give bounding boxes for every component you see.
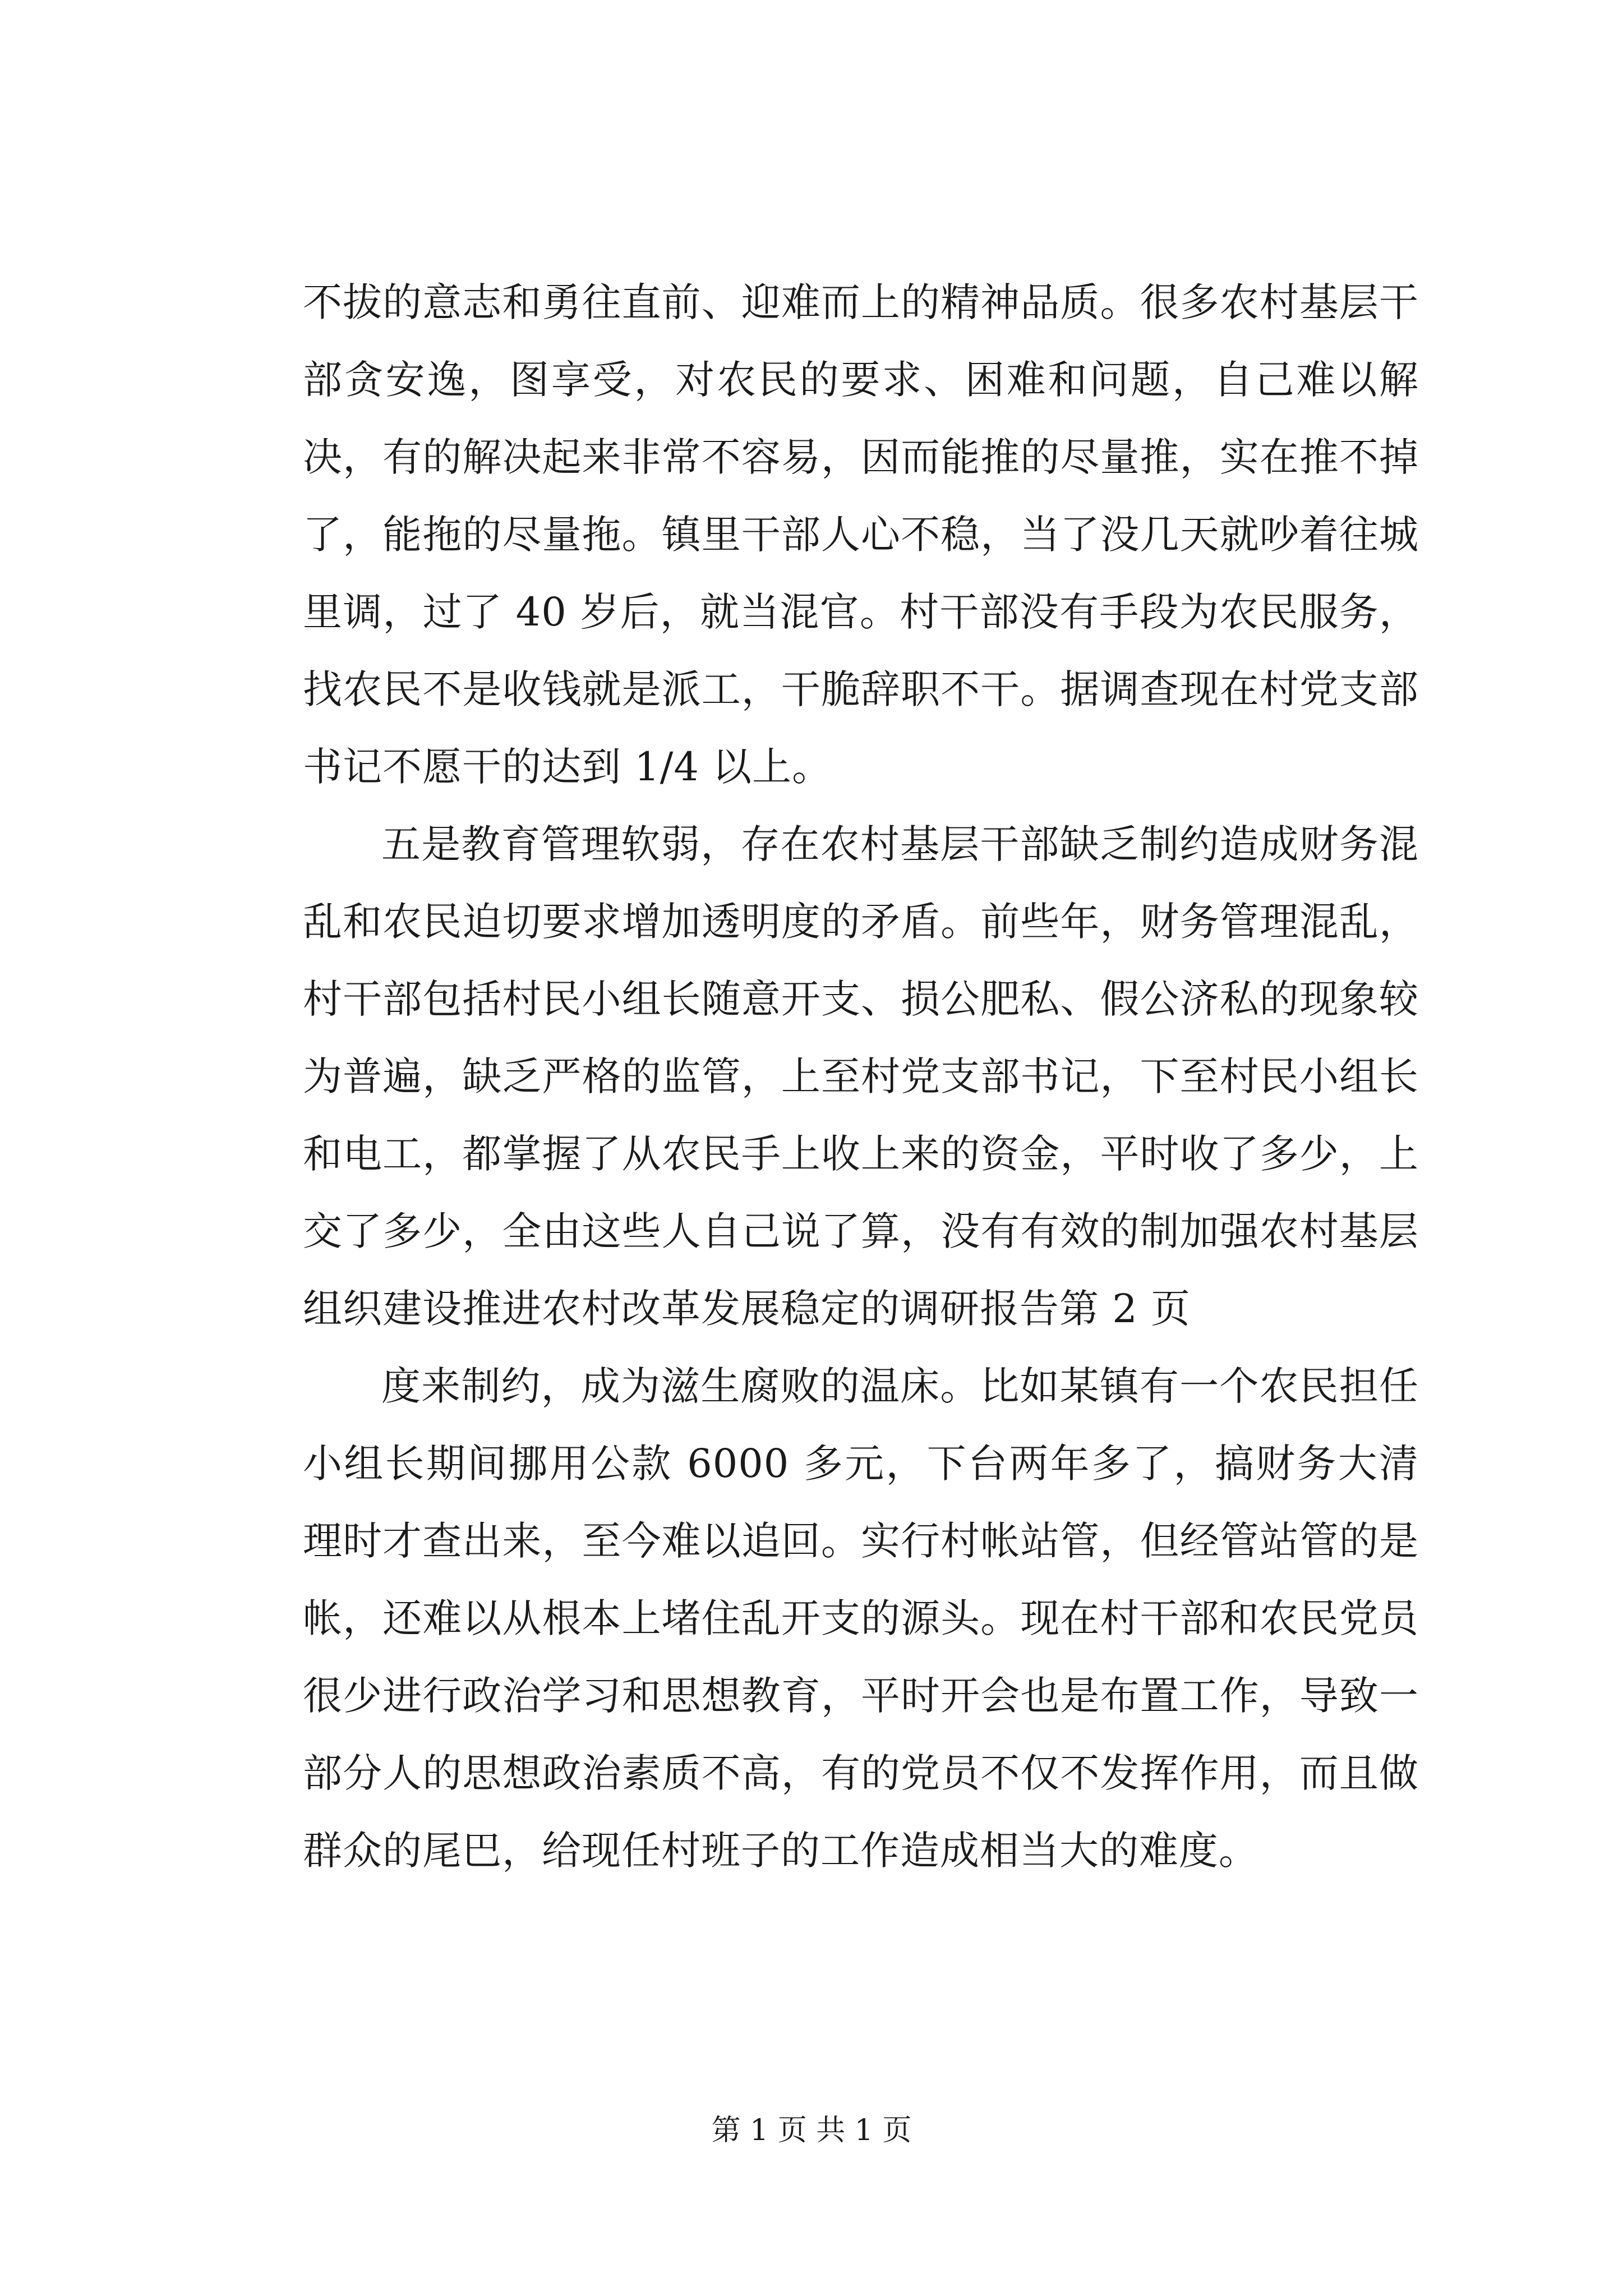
page-footer: 第 1 页 共 1 页 — [711, 2114, 912, 2147]
paragraph-1: 不拔的意志和勇往直前、迎难而上的精神品质。很多农村基层干部贪安逸，图享受，对农民的要求、困难和问题，自己难以解决，有的解决起来非常不容易，因而能推的尽量推，实在推不掉了，能拖的尽量拖。镇里干部人心不稳，当了没几天就吵着往城里调，过了 40 岁后，就当混官。村干部没有手段为农民服务，找农民不是收钱就是派工，干脆辞职不干。据调查现在村党支部书记不愿干的达到 1/4 以上。 — [303, 279, 1419, 790]
document-body — [303, 264, 1419, 1889]
paragraph-3: 度来制约，成为滋生腐败的温床。比如某镇有一个农民担任小组长期间挪用公款 6000 多元，下台两年多了，搞财务大清理时才查出来，至今难以追回。实行村帐站管，但经管站管的是帐，还难以从根本上堵住乱开支的源头。现在村干部和农民党员很少进行政治学习和思想教育，平时开会也是布置工作，导致一部分人的思想政治素质不高，有的党员不仅不发挥作用，而且做群众的尾巴，给现任村班子的工作造成相当大的难度。 — [303, 1363, 1419, 1874]
paragraph-2: 五是教育管理软弱，存在农村基层干部缺乏制约造成财务混乱和农民迫切要求增加透明度的矛盾。前些年，财务管理混乱，村干部包括村民小组长随意开支、损公肥私、假公济私的现象较为普遍，缺乏严格的监管，上至村党支部书记，下至村民小组长和电工，都掌握了从农民手上收上来的资金，平时收了多少，上交了多少，全由这些人自己说了算，没有有效的制加强农村基层组织建设推进农村改革发展稳定的调研报告第 2 页 — [303, 821, 1419, 1332]
